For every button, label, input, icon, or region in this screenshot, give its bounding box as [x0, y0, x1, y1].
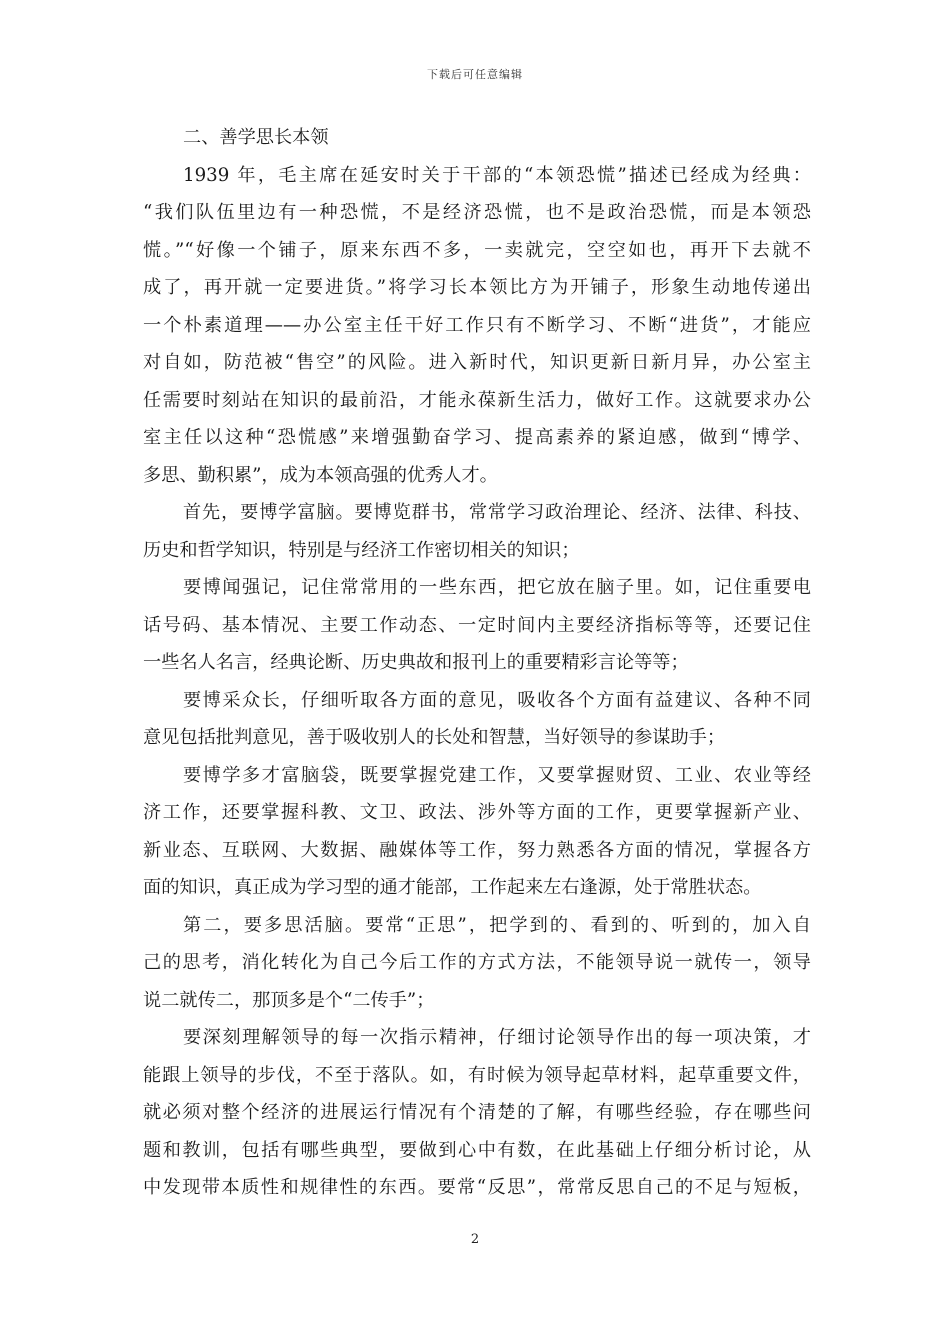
- document-body: [143, 119, 811, 1207]
- text-line: 多思、勤积累”，成为本领高强的优秀人才。: [143, 464, 498, 486]
- text-line: 要深刻理解领导的每一次指示精神，仔细讨论领导作出的每一项决策，才: [183, 1027, 811, 1048]
- text-line: 第二，要多思活脑。要常“正思”，把学到的、看到的、听到的，加入自: [183, 914, 811, 936]
- text-line: 一个朴素道理——办公室主任干好工作只有不断学习、不断“进货”，才能应: [143, 314, 811, 336]
- text-line: 历史和哲学知识，特别是与经济工作密切相关的知识；: [143, 539, 580, 561]
- text-line: 新业态、互联网、大数据、融媒体等工作，努力熟悉各方面的情况，掌握各方: [143, 839, 811, 861]
- text-line: 要博学多才富脑袋，既要掌握党建工作，又要掌握财贸、工业、农业等经: [183, 764, 811, 786]
- text-line: 首先，要博学富脑。要博览群书，常常学习政治理论、经济、法律、科技、: [183, 502, 811, 523]
- text-line: 任需要时刻站在知识的最前沿，才能永葆新生活力，做好工作。这就要求办公: [143, 389, 811, 411]
- text-line: 己的思考，消化转化为自己今后工作的方式方法，不能领导说一就传一，领导: [143, 952, 811, 973]
- page-header: 下载后可任意编辑: [427, 68, 523, 81]
- text-line: 中发现带本质性和规律性的东西。要常“反思”，常常反思自己的不足与短板，: [143, 1177, 811, 1198]
- text-line: 要博采众长，仔细听取各方面的意见，吸收各个方面有益建议、各种不同: [183, 689, 811, 711]
- text-line: 对自如，防范被“售空”的风险。进入新时代，知识更新日新月异，办公室主: [143, 352, 811, 373]
- text-line: 能跟上领导的步伐，不至于落队。如，有时候为领导起草材料，起草重要文件，: [143, 1064, 811, 1086]
- text-line: 室主任以这种“恐慌感”来增强勤奋学习、提高素养的紧迫感，做到“博学、: [143, 427, 811, 448]
- page-number: 2: [470, 1232, 480, 1247]
- text-line: 题和教训，包括有哪些典型，要做到心中有数，在此基础上仔细分析讨论，从: [143, 1139, 811, 1161]
- text-line: 面的知识，真正成为学习型的通才能部，工作起来左右逢源，处于常胜状态。: [143, 877, 762, 898]
- text-line: 要博闻强记，记住常常用的一些东西，把它放在脑子里。如，记住重要电: [183, 577, 811, 598]
- text-line: 就必须对整个经济的进展运行情况有个清楚的了解，有哪些经验，存在哪些问: [143, 1102, 811, 1123]
- text-line: 一些名人名言，经典论断、历史典故和报刊上的重要精彩言论等等；: [143, 652, 689, 673]
- text-line: 慌。”“好像一个铺子，原来东西不多，一卖就完，空空如也，再开下去就不: [143, 239, 811, 261]
- text-line: 意见包括批判意见，善于吸收别人的长处和智慧，当好领导的参谋助手；: [143, 727, 726, 748]
- text-line: 1939 年，毛主席在延安时关于干部的“本领恐慌”描述已经成为经典：: [183, 164, 811, 186]
- text-line: 济工作，还要掌握科教、文卫、政法、涉外等方面的工作，更要掌握新产业、: [143, 802, 811, 823]
- text-line: 二、善学思长本领: [183, 127, 329, 148]
- text-line: “我们队伍里边有一种恐慌，不是经济恐慌，也不是政治恐慌，而是本领恐: [143, 202, 811, 223]
- text-line: 说二就传二，那顶多是个“二传手”；: [143, 989, 435, 1011]
- text-line: 话号码、基本情况、主要工作动态、一定时间内主要经济指标等等，还要记住: [143, 614, 811, 636]
- text-line: 成了，再开就一定要进货。”将学习长本领比方为开铺子，形象生动地传递出: [143, 277, 811, 298]
